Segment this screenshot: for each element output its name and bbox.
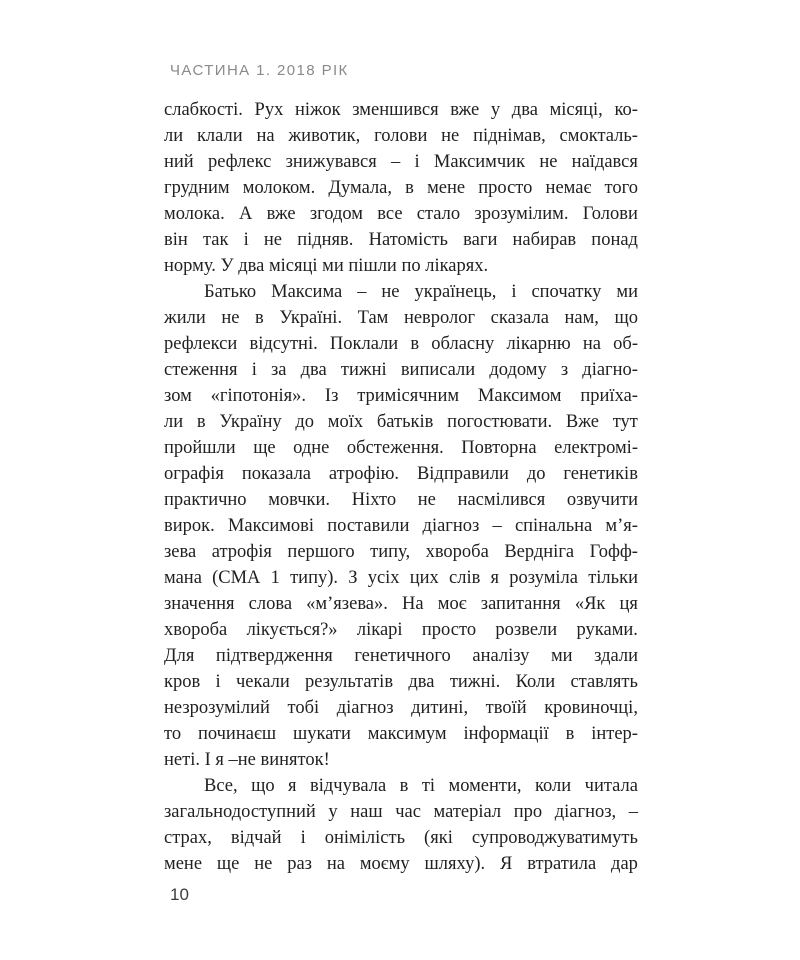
- text-line: грудним молоком. Думала, в мене просто немає того: [164, 178, 638, 198]
- text-line: рефлекси відсутні. Поклали в обласну лікарню на об-: [164, 334, 638, 354]
- text-line: незрозумілий тобі діагноз дитині, твоїй кровиночці,: [164, 698, 638, 718]
- text-line: неті. І я –не виняток!: [164, 750, 330, 770]
- text-line: загальнодоступний у наш час матеріал про діагноз, –: [164, 802, 638, 822]
- text-line: мене ще не раз на моєму шляху). Я втратила дар: [164, 854, 638, 874]
- text-line: він так і не підняв. Натомість ваги набирав понад: [164, 230, 638, 250]
- text-line: то починаєш шукати максимум інформації в інтер-: [164, 724, 638, 744]
- text-line: ографія показала атрофію. Відправили до генетиків: [164, 464, 638, 484]
- text-line: пройшли ще одне обстеження. Повторна електромі-: [164, 438, 638, 458]
- text-line: ли в Україну до моїх батьків погостювати. Вже тут: [164, 412, 638, 432]
- text-line: мана (СМА 1 типу). З усіх цих слів я розуміла тільки: [164, 568, 638, 588]
- text-line: страх, відчай і онімілість (які супроводжуватимуть: [164, 828, 638, 848]
- text-line: норму. У два місяці ми пішли по лікарях.: [164, 256, 489, 276]
- text-line: зева атрофія першого типу, хвороба Вердніга Гофф-: [164, 542, 638, 562]
- text-line: зом «гіпотонія». Із тримісячним Максимом приїха-: [164, 386, 638, 406]
- text-line: жили не в Україні. Там невролог сказала нам, що: [164, 308, 638, 328]
- text-line: ний рефлекс знижувався – і Максимчик не наїдався: [164, 152, 638, 172]
- text-line: стеження і за два тижні виписали додому з діагно-: [164, 360, 638, 380]
- body-text-block: [164, 97, 638, 877]
- text-line: хвороба лікується?» лікарі просто розвели руками.: [164, 620, 638, 640]
- text-line: Для підтвердження генетичного аналізу ми здали: [164, 646, 638, 666]
- text-line: кров і чекали результатів два тижні. Коли ставлять: [164, 672, 638, 692]
- text-line: вирок. Максимові поставили діагноз – спінальна м’я-: [164, 516, 638, 536]
- text-line: молока. А вже згодом все стало зрозумілим. Голови: [164, 204, 638, 224]
- text-line: Все, що я відчувала в ті моменти, коли читала: [204, 776, 638, 796]
- text-line: ли клали на животик, голови не піднімав, смокталь-: [164, 126, 638, 146]
- running-header: ЧАСТИНА 1. 2018 РІК: [170, 62, 349, 79]
- text-line: слабкості. Рух ніжок зменшився вже у два місяці, ко-: [164, 100, 638, 120]
- text-line: значення слова «м’язева». На моє запитання «Як ця: [164, 594, 638, 614]
- text-line: Батько Максима – не українець, і спочатку ми: [204, 282, 638, 302]
- page-number: 10: [170, 885, 189, 904]
- text-line: практично мовчки. Ніхто не насмілився озвучити: [164, 490, 638, 510]
